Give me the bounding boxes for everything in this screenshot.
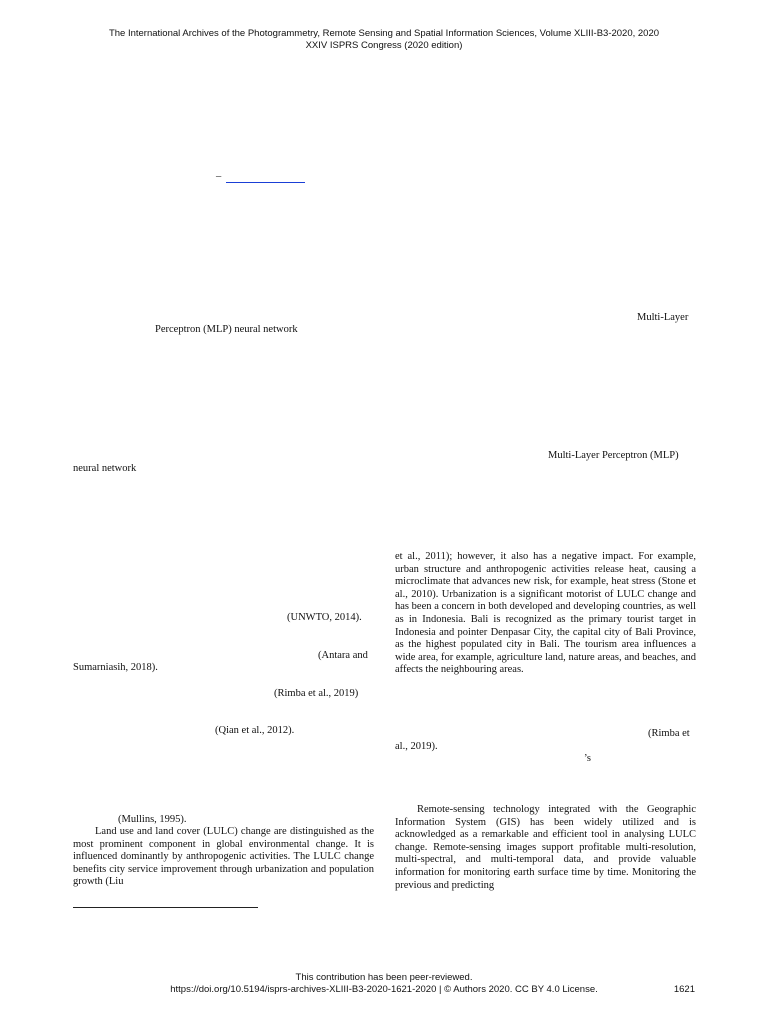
abstract-fragment-mlp: Perceptron (MLP) neural network — [155, 324, 298, 335]
footnote-separator — [73, 907, 258, 908]
email-link-underline[interactable] — [226, 182, 305, 183]
citation-rimba-et: (Rimba et — [648, 728, 690, 739]
citation-al-2019: al., 2019). — [395, 741, 438, 752]
author-dash: – — [216, 171, 222, 182]
citation-unwto: (UNWTO, 2014). — [287, 612, 362, 623]
abstract-fragment-mlp-2: Multi-Layer Perceptron (MLP) — [548, 450, 679, 461]
possessive-fragment: ’s — [584, 753, 592, 764]
header-congress-line: XXIV ISPRS Congress (2020 edition) — [305, 40, 463, 51]
footer-peer-review: This contribution has been peer-reviewed. — [295, 972, 473, 983]
page-footer — [0, 972, 768, 996]
citation-qian: (Qian et al., 2012). — [215, 725, 295, 736]
footer-doi-license[interactable]: https://doi.org/10.5194/isprs-archives-XLIII-B3-2020-1621-2020 | © Authors 2020. CC BY 4.0 License. — [170, 984, 598, 995]
abstract-fragment-multilayer: Multi-Layer — [637, 312, 689, 323]
citation-rimba: (Rimba et al., 2019) — [274, 688, 359, 699]
paragraph-remote-sensing: Remote-sensing technology integrated with the Geographic Information System (GIS) has been widely utilized and is acknowledged as a remarkable and efficient tool in analysing LULC change. Remote-sensing images support profitable multi-resolution, multi-spectral, and multi-temporal data, and provide valuable information for monitoring earth surface time by time. Monitoring the previous and predicting — [395, 804, 696, 891]
citation-mullins: (Mullins, 1995). — [118, 814, 187, 825]
header-journal-line: The International Archives of the Photogrammetry, Remote Sensing and Spatial Information Sciences, Volume XLIII-B3-2020, 2020 — [108, 28, 660, 39]
citation-antara: (Antara and — [318, 650, 368, 661]
running-header — [0, 28, 768, 52]
paragraph-urbanization: et al., 2011); however, it also has a negative impact. For example, urban structure and anthropogenic activities release heat, causing a microclimate that advances new risk, for example, heat stress (Stone et al., 2010). Urbanization is a significant motorist of LULC change and has been a concern in both developed and developing countries, as well as in Indonesia. Bali is recognized as the primary tourist target in Indonesia and pointer Denpasar City, the capital city of Bali Province, as the highest populated city in Bali. The tourism area influences a wide area, for example, agriculture land, nature areas, and beaches, and affects the neighbouring areas. — [395, 551, 696, 676]
page-number: 1621 — [673, 984, 695, 995]
paragraph-lulc-intro: Land use and land cover (LULC) change are distinguished as the most prominent component in global environmental change. It is influenced dominantly by anthropogenic activities. The LULC change benefits city service improvement through urbanization and population growth (Liu — [73, 826, 374, 888]
citation-sumarniasih: Sumarniasih, 2018). — [73, 662, 158, 673]
abstract-fragment-neural-network: neural network — [73, 463, 137, 474]
